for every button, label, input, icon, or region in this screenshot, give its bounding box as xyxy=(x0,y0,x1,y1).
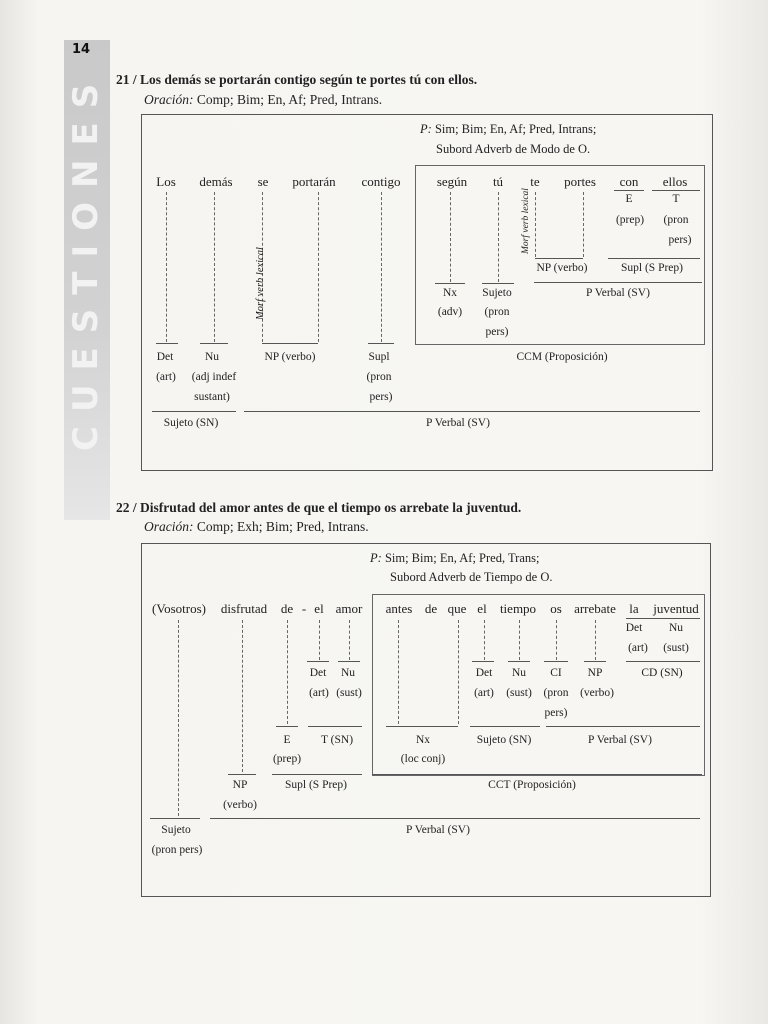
word: antes xyxy=(385,601,413,616)
label-pron: (pron xyxy=(663,214,689,226)
label-nu: Nu xyxy=(511,667,527,679)
morf-verb-lexical-label: Morf verb lexical xyxy=(521,188,531,254)
label-det: Det xyxy=(625,622,643,634)
label-art: (art) xyxy=(309,687,329,699)
label-verbo: (verbo) xyxy=(580,687,614,699)
label-art: (art) xyxy=(474,687,494,699)
word: tiempo xyxy=(499,601,537,616)
label-sujeto: Sujeto xyxy=(482,287,512,299)
word: juventud xyxy=(653,601,699,616)
exercise-21-oracion: Oración: Comp; Bim; En, Af; Pred, Intrans. xyxy=(144,92,383,107)
exercise-21-subordinate-box xyxy=(415,165,705,345)
label-pers: pers) xyxy=(544,707,568,719)
label-t: T xyxy=(672,193,680,205)
label-tsn: T (SN) xyxy=(320,734,354,746)
exercise-21-title: 21 / Los demás se portarán contigo según te portes tú con ellos. xyxy=(116,72,478,87)
label-nu: Nu xyxy=(340,667,356,679)
label-supl-pron: (pron xyxy=(366,371,392,383)
word: con xyxy=(619,174,639,189)
word: (Vosotros) xyxy=(152,601,206,616)
label-np: NP xyxy=(587,667,603,679)
label-det: Det xyxy=(156,351,174,363)
label-np-verbo: NP (verbo) xyxy=(536,262,588,274)
label-ci: CI xyxy=(550,667,562,679)
label-sust: (sust) xyxy=(506,687,532,699)
label-np: NP xyxy=(232,779,248,791)
label-sujeto-pers: pers) xyxy=(485,326,509,338)
word: el xyxy=(477,601,487,616)
exercise-22-subordinate-box xyxy=(372,594,705,776)
label-sujeto-pron: (pron xyxy=(484,306,510,318)
word: - xyxy=(301,601,307,616)
label-e: E xyxy=(625,193,633,205)
label-supl-sprep: Supl (S Prep) xyxy=(621,262,683,274)
label-det: Det xyxy=(309,667,327,679)
label-nu: Nu xyxy=(204,351,220,363)
word: tú xyxy=(492,174,504,189)
label-det: Det xyxy=(475,667,493,679)
ex22-p-line2: Subord Adverb de Tiempo de O. xyxy=(390,570,553,584)
word: de xyxy=(280,601,294,616)
word: según xyxy=(436,174,468,189)
label-supl: Supl xyxy=(368,351,390,363)
label-supl-sprep: Supl (S Prep) xyxy=(285,779,347,791)
word: amor xyxy=(335,601,363,616)
ex21-p-line1: P: Sim; Bim; En, Af; Pred, Intrans; xyxy=(420,122,597,136)
word: ellos xyxy=(662,174,688,189)
word: demás xyxy=(199,174,233,189)
label-pron-pers: (pron pers) xyxy=(151,844,203,856)
label-loc-conj: (loc conj) xyxy=(400,753,446,765)
word: contigo xyxy=(361,174,401,189)
label-pverbal: P Verbal (SV) xyxy=(426,417,490,429)
label-e: E xyxy=(283,734,291,746)
word: la xyxy=(629,601,639,616)
label-pverbal: P Verbal (SV) xyxy=(406,824,470,836)
label-cd: CD (SN) xyxy=(641,667,683,679)
word: se xyxy=(257,174,269,189)
label-nx: Nx xyxy=(415,734,431,746)
label-art: (art) xyxy=(628,642,648,654)
label-nx: Nx xyxy=(442,287,458,299)
morf-verb-lexical-label: Morf verb lexical xyxy=(255,247,266,320)
word: portes xyxy=(564,174,596,189)
label-nx-adv: (adv) xyxy=(437,306,463,318)
exercise-22-title: 22 / Disfrutad del amor antes de que el tiempo os arrebate la juventud. xyxy=(116,500,522,515)
label-sust: (sust) xyxy=(663,642,689,654)
label-pers: pers) xyxy=(668,234,692,246)
word: portarán xyxy=(292,174,336,189)
label-ccm: CCM (Proposición) xyxy=(516,351,608,363)
label-nu-sustant: sustant) xyxy=(194,391,230,403)
label-det-art: (art) xyxy=(156,371,176,383)
label-sujeto-sn: Sujeto (SN) xyxy=(476,734,532,746)
word: el xyxy=(314,601,324,616)
label-nu-adj: (adj indef xyxy=(191,371,237,383)
word: Los xyxy=(156,174,176,189)
word: os xyxy=(550,601,562,616)
label-prep: (prep) xyxy=(272,753,302,765)
word: de xyxy=(424,601,438,616)
ex22-p-line1: P: Sim; Bim; En, Af; Pred, Trans; xyxy=(370,551,540,565)
exercise-22-oracion: Oración: Comp; Exh; Bim; Pred, Intrans. xyxy=(144,519,369,534)
label-supl-pers: pers) xyxy=(369,391,393,403)
label-pverbal-sub: P Verbal (SV) xyxy=(586,287,650,299)
page-number: 14 xyxy=(72,42,91,57)
ex21-p-line2: Subord Adverb de Modo de O. xyxy=(436,142,591,156)
label-prep: (prep) xyxy=(615,214,645,226)
side-label: CUESTIONES xyxy=(66,69,106,451)
word: te xyxy=(530,174,540,189)
word: disfrutad xyxy=(220,601,268,616)
label-verbo: (verbo) xyxy=(223,799,257,811)
word: que xyxy=(447,601,467,616)
label-pron: (pron xyxy=(543,687,569,699)
label-sujeto-sn: Sujeto (SN) xyxy=(163,417,219,429)
label-cct: CCT (Proposición) xyxy=(488,779,576,791)
label-np: NP (verbo) xyxy=(264,351,316,363)
word: arrebate xyxy=(574,601,616,616)
label-sujeto: Sujeto xyxy=(161,824,191,836)
label-sust: (sust) xyxy=(336,687,362,699)
label-pverbal-sub: P Verbal (SV) xyxy=(588,734,652,746)
label-nu: Nu xyxy=(668,622,684,634)
